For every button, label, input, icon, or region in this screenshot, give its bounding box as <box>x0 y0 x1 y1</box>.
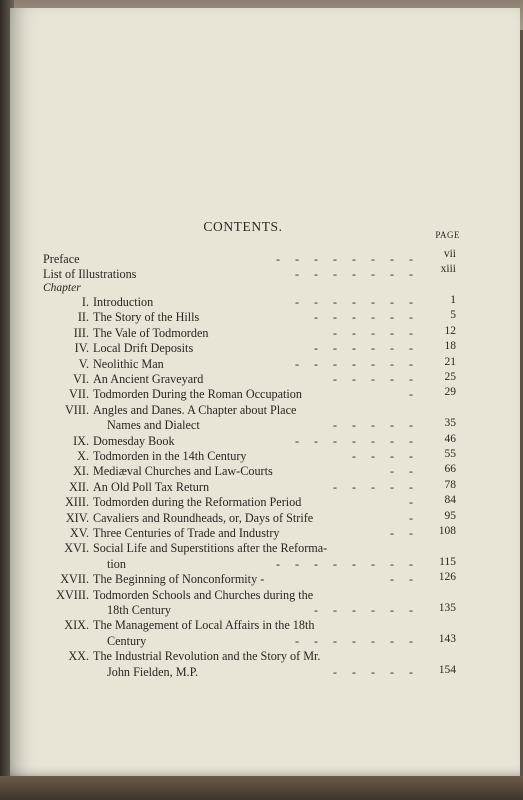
chapter-title: Century <box>107 633 147 648</box>
chapter-title: Names and Dialect <box>107 418 200 433</box>
dot-leader: - - - - - <box>333 664 413 679</box>
chapter-title: Social Life and Superstitions after the Reforma- <box>93 541 328 556</box>
chapter-number: XII. <box>69 479 89 494</box>
chapter-title: Cavaliers and Roundheads, or, Days of Strife <box>93 510 314 525</box>
chapter-title: tion <box>107 556 126 571</box>
page-number: 21 <box>444 355 456 368</box>
chapter-number: XIII. <box>64 495 89 510</box>
chapter-title: An Ancient Graveyard <box>93 372 204 386</box>
page-number: 135 <box>438 602 456 614</box>
chapter-number: I. <box>81 295 89 309</box>
chapter-number: XVII. <box>60 572 89 587</box>
dot-leader: - - <box>390 464 413 479</box>
dot-leader: - - - - - <box>333 418 413 433</box>
chapter-number: X. <box>77 449 89 463</box>
dot-leader: - - - - - - - <box>295 295 413 309</box>
page-column-label: PAGE <box>435 230 460 240</box>
page-number: 5 <box>450 309 456 322</box>
dot-leader: - - - - - - <box>314 341 413 356</box>
chapter-title: The Beginning of Nonconformity - <box>93 572 265 587</box>
page-number: 18 <box>444 340 456 353</box>
book-bottom-edge <box>0 776 523 800</box>
dot-leader: - - - - - - - - <box>276 252 413 266</box>
chapter-number: XIX. <box>64 618 89 633</box>
page-number: 78 <box>444 478 456 491</box>
dot-leader: - - - - - <box>333 325 413 340</box>
chapter-title: Domesday Book <box>93 433 175 448</box>
chapter-title: The Story of the Hills <box>93 310 200 325</box>
dot-leader: - - - - - - <box>314 603 413 617</box>
chapter-title: Todmorden Schools and Churches during the <box>93 587 314 602</box>
chapter-title: Three Centuries of Trade and Industry <box>93 526 280 540</box>
dot-leader: - - - - <box>352 449 413 463</box>
chapter-number: XVIII. <box>56 587 89 602</box>
chapter-number: III. <box>73 325 89 340</box>
chapter-title: The Management of Local Affairs in the 18th <box>93 618 315 633</box>
page-number: 108 <box>438 525 456 537</box>
chapter-number: II. <box>77 310 89 325</box>
page-number: 46 <box>444 432 456 445</box>
chapter-title: Introduction <box>93 295 154 309</box>
chapter-number: XV. <box>69 526 89 540</box>
chapter-title: An Old Poll Tax Return <box>93 479 210 494</box>
dot-leader: - <box>409 387 413 402</box>
page-number: 115 <box>439 555 456 568</box>
chapter-number: XX. <box>68 649 89 664</box>
dot-leader: - - - - - - - <box>295 356 413 371</box>
dot-leader: - - <box>390 572 413 587</box>
dot-leader: - - - - - - - <box>295 267 413 281</box>
page-number: 1 <box>450 294 456 306</box>
dot-leader: - - - - - <box>333 372 413 386</box>
chapter-title: Todmorden During the Roman Occupation <box>93 387 302 402</box>
dot-leader: - - - - - - - - <box>276 556 413 571</box>
chapter-number: IV. <box>74 341 89 356</box>
page-number: 25 <box>444 371 456 383</box>
page-number: 55 <box>444 448 456 460</box>
chapter-title: Angles and Danes. A Chapter about Place <box>93 402 297 417</box>
chapter-number: V. <box>78 356 89 371</box>
contents-heading: CONTENTS. <box>203 219 283 234</box>
page-number: 84 <box>444 494 456 507</box>
dot-leader: - - <box>390 526 413 540</box>
dot-leader: - - - - - - <box>314 310 413 325</box>
page-number: 12 <box>444 324 456 337</box>
page-number: 66 <box>444 463 456 476</box>
chapter-title: Todmorden during the Reformation Period <box>93 495 302 510</box>
front-matter-title: Preface <box>43 252 80 266</box>
chapter-number: XVI. <box>64 541 89 556</box>
chapter-number: VIII. <box>64 402 89 417</box>
dot-leader: - - - - - - - <box>295 633 413 648</box>
page-number: 35 <box>444 417 456 430</box>
chapter-title: Local Drift Deposits <box>93 341 194 356</box>
dot-leader: - <box>409 495 413 510</box>
page-number: 143 <box>438 632 456 645</box>
chapter-number: XI. <box>73 464 89 479</box>
page-number: 154 <box>438 663 456 676</box>
chapter-number: XIV. <box>65 510 89 525</box>
chapter-number: IX. <box>73 433 89 448</box>
dot-leader: - <box>409 510 413 525</box>
chapter-number: VII. <box>69 387 89 402</box>
chapter-title: Todmorden in the 14th Century <box>93 449 247 463</box>
page-number: xiii <box>440 263 456 275</box>
dot-leader: - - - - - <box>333 479 413 494</box>
dot-leader: - - - - - - - <box>295 433 413 448</box>
chapter-title: The Industrial Revolution and the Story of Mr. <box>93 649 321 664</box>
chapter-title: Mediæval Churches and Law-Courts <box>93 464 273 479</box>
chapter-number: VI. <box>73 372 89 386</box>
chapter-title: John Fielden, M.P. <box>107 664 199 679</box>
page-number: vii <box>443 248 456 260</box>
chapter-title: Neolithic Man <box>93 356 164 371</box>
page-number: 126 <box>438 571 456 584</box>
chapter-column-label: Chapter <box>43 282 81 294</box>
page-number: 95 <box>444 509 456 522</box>
page-number: 29 <box>444 386 456 399</box>
chapter-title: 18th Century <box>107 603 171 617</box>
chapter-title: The Vale of Todmorden <box>93 325 209 340</box>
front-matter-title: List of Illustrations <box>43 267 137 281</box>
